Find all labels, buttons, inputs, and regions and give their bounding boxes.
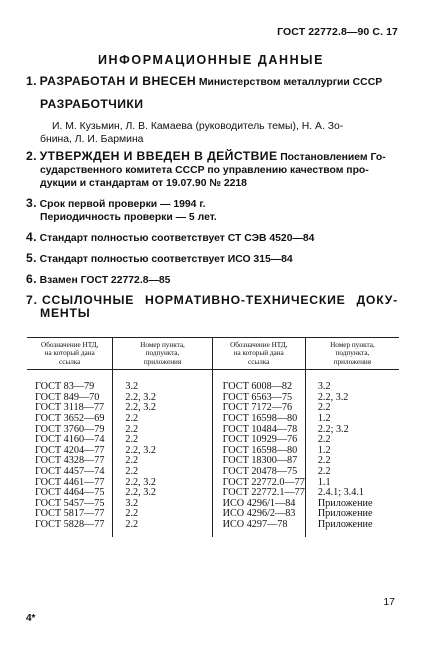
section-5 [26,252,398,266]
header-line: подпункта, [145,349,180,358]
page-title: ИНФОРМАЦИОННЫЕ ДАННЫЕ [97,53,325,67]
cell-document: ИСО 4297—78 [212,520,305,537]
header-line: ссылка [59,357,81,366]
cell-item-number: 1.2 [317,413,331,424]
section-text: Стандарт полностью соответствует ИСО 315—84 [39,254,293,265]
cell-item-number: 2.2, 3.2 [113,403,212,414]
section-number: 2. [26,149,37,163]
cell-item-number: 3.2 [113,499,212,510]
reference-table [27,337,399,537]
cell-document: ГОСТ 5817—77 [27,509,113,520]
cell-document: ГОСТ 849—70 [27,393,113,404]
section-heading-word: ССЫЛОЧНЫЕ [41,293,135,307]
section-text: Постановлением Го- [280,152,386,163]
cell-item-number: 1.1 [317,476,331,488]
cell-item-number: 2.2 [113,456,212,467]
cell-item-number: 3.2 [113,370,212,393]
section-number: 5. [26,251,37,265]
cell-document: ГОСТ 4461—77 [27,478,113,489]
cell-item-number: 2.2, 3.2 [113,393,212,404]
cell-item-number: 2.2 [113,414,212,425]
header-item-number [305,338,399,370]
section-text: сударственного комитета СССР по управлению качеством про- [40,165,369,176]
section-number: 7. [26,293,38,307]
cell-document: ГОСТ 5457—75 [27,499,113,510]
cell-item-number: 2.2 [317,465,331,477]
cell-document: ГОСТ 4204—77 [27,446,113,457]
cell-document: ГОСТ 7172—76 [212,403,305,414]
cell-document: ГОСТ 3760—79 [27,425,113,436]
table-row [27,414,399,425]
header-line: ссылка [248,357,270,366]
cell-item-number: 2.2 [317,402,331,414]
header-line: Номер пункта, [140,341,185,349]
section-text: Взамен ГОСТ 22772.8—85 [39,275,171,286]
cell-item-number: 3.2 [317,381,331,393]
header-line: Обозначение НТД, [230,341,288,349]
header-line: на который дана [44,349,95,358]
cell-document: ГОСТ 20478—75 [212,467,305,478]
table-row [27,467,399,478]
header-line: приложения [143,357,182,366]
header-line: приложения [333,357,372,366]
signature-mark: 4* [26,613,36,624]
cell-document: ГОСТ 6008—82 [212,370,305,393]
section-heading-word: НОРМАТИВНО-ТЕХНИЧЕСКИЕ [144,293,346,307]
section-text: Стандарт полностью соответствует СТ СЭВ 4520—84 [39,233,315,244]
table-row [27,520,399,537]
cell-document: ГОСТ 3652—69 [27,414,113,425]
cell-document: ГОСТ 3118—77 [27,403,113,414]
section-heading-word: ДОКУ- [356,293,398,307]
section-heading: РАЗРАБОТАН И ВНЕСЕН [39,74,197,88]
cell-document: ГОСТ 16598—80 [212,446,305,457]
cell-item-number: 2.2 [113,435,212,446]
cell-document: ГОСТ 6563—75 [212,393,305,404]
cell-item-number: 2.2; 3.2 [317,423,349,435]
developers-heading: РАЗРАБОТЧИКИ [40,97,144,111]
header-item-number [113,338,212,370]
section-heading: УТВЕРЖДЕН И ВВЕДЕН В ДЕЙСТВИЕ [39,149,278,163]
header-line: на который дана [233,349,284,358]
section-number: 1. [26,74,37,88]
cell-item-number: 2.2 [113,520,212,537]
cell-item-number: 2.2, 3.2 [113,446,212,457]
cell-document: ГОСТ 5828—77 [27,520,113,537]
section-6 [26,273,398,287]
cell-document: ГОСТ 10929—76 [212,435,305,446]
cell-document: ГОСТ 4328—77 [27,456,113,467]
section-heading-word: МЕНТЫ [40,306,91,320]
header-line: подпункта, [335,349,370,358]
cell-document: ГОСТ 22772.1—77 [212,488,305,499]
page-number: 17 [383,596,395,608]
section-7 [26,294,398,320]
cell-item-number: 2.2 [113,509,212,520]
cell-item-number: Приложение [317,508,373,520]
header-ntd [212,338,305,370]
cell-document: ГОСТ 16598—80 [212,414,305,425]
cell-document: ГОСТ 4160—74 [27,435,113,446]
section-2 [26,150,398,190]
header-line: Обозначение НТД, [41,341,99,349]
cell-item-number: 2.2 [317,434,331,446]
section-4 [26,231,398,245]
cell-item-number: Приложение [317,518,373,530]
cell-document: ГОСТ 83—79 [27,370,113,393]
section-text: дукции и стандартам от 19.07.90 № 2218 [40,178,247,189]
cell-item-number: 2.4.1; 3.4.1 [317,487,364,499]
cell-item-number: 2.2, 3.2 [113,488,212,499]
cell-item-number: 2.2, 3.2 [317,391,349,403]
cell-document: ГОСТ 4464—75 [27,488,113,499]
cell-document: ГОСТ 18300—87 [212,456,305,467]
cell-item-number: 2.2 [113,425,212,436]
header-line: Номер пункта, [330,341,375,349]
header-ntd [27,338,113,370]
cell-item-number: 1.2 [317,444,331,456]
section-number: 4. [26,230,37,244]
cell-document: ГОСТ 4457—74 [27,467,113,478]
section-text: Срок первой проверки — 1994 г. [39,199,206,210]
cell-document: ИСО 4296/1—84 [212,499,305,510]
section-number: 6. [26,272,37,286]
cell-document: ГОСТ 10484—78 [212,425,305,436]
authors-line: бнина, Л. И. Бармина [40,134,144,145]
authors-line: И. М. Кузьмин, Л. В. Камаева (руководитель темы), Н. А. Зо- [52,121,344,132]
cell-document: ГОСТ 22772.0—77 [212,478,305,489]
section-1 [26,75,398,146]
cell-item-number: 2.2, 3.2 [113,478,212,489]
table-header-row [27,338,399,370]
section-number: 3. [26,196,37,210]
section-text: Министерством металлургии СССР [198,77,383,88]
section-3 [26,197,398,224]
table-row [27,370,399,393]
page-header: ГОСТ 22772.8—90 С. 17 [277,26,398,38]
cell-item-number: 2.2 [317,455,331,467]
cell-document: ИСО 4296/2—83 [212,509,305,520]
cell-item-number: Приложение [317,497,373,509]
cell-item-number: 2.2 [113,467,212,478]
section-text: Периодичность проверки — 5 лет. [40,212,217,223]
